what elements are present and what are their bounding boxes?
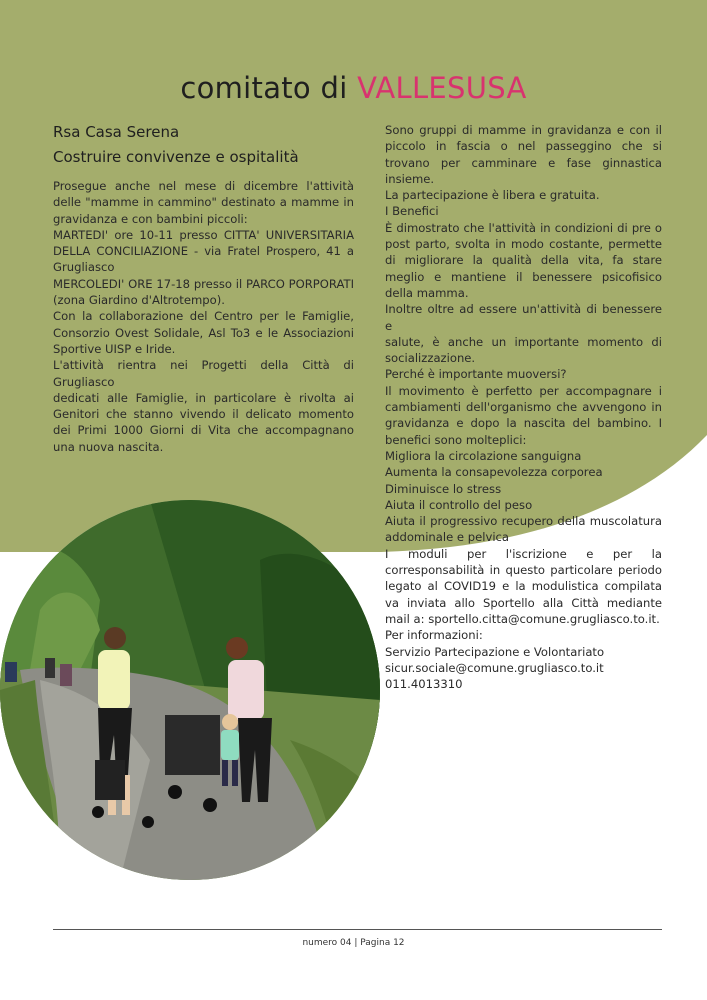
text-line: Aiuta il progressivo recupero della muscolatura: [385, 514, 662, 529]
text-line: MARTEDI' ore 10-11 presso CITTA' UNIVERSITARIA: [53, 227, 354, 242]
text-line: mail a: sportello.citta@comune.grugliasco.to.it.: [385, 611, 660, 626]
text-line: gravidanza e con bambini piccoli:: [53, 211, 248, 226]
text-line: Con la collaborazione del Centro per le Famiglie,: [53, 309, 354, 324]
text-line: DELLA CONCILIAZIONE - via Fratel Prospero, 41 a: [53, 244, 354, 259]
text-line: salute, è anche un importante momento di: [385, 334, 662, 349]
text-line: La partecipazione è libera e gratuita.: [385, 188, 600, 203]
article-heading-line1: Rsa Casa Serena: [53, 123, 180, 141]
text-line: Servizio Partecipazione e Volontariato: [385, 644, 605, 659]
title-accent: VALLESUSA: [357, 71, 527, 105]
text-line: MERCOLEDI' ORE 17-18 presso il PARCO PORPORATI: [53, 276, 354, 291]
left-column: [53, 178, 354, 455]
page-footer: numero 04 | Pagina 12: [302, 938, 405, 948]
text-line: I Benefici: [385, 204, 439, 219]
text-line: Inoltre oltre ad essere un'attività di benessere e: [385, 302, 662, 333]
text-line: post parto, svolta in modo costante, permette: [385, 237, 662, 252]
title-prefix: comitato di: [180, 71, 348, 105]
text-line: Grugliasco: [53, 260, 115, 275]
text-line: È dimostrato che l'attività in condizioni di pre o: [385, 220, 662, 235]
text-line: delle "mamme in cammino" destinato a mamme in: [53, 195, 354, 210]
text-line: (zona Giardino d'Altrotempo).: [53, 293, 225, 308]
text-line: Diminuisce lo stress: [385, 481, 502, 496]
text-line: legato al COVID19 e la modulistica compilata: [385, 579, 662, 594]
text-line: gravidanza e dopo la nascita del bambino. I: [385, 416, 662, 431]
text-line: L'attività rientra nei Progetti della Città di Grugliasco: [53, 358, 354, 389]
text-line: I moduli per l'iscrizione e per la: [385, 546, 662, 561]
text-line: di migliorare la qualità della vita, fa stare: [385, 253, 662, 268]
walking-mothers-photo: [0, 440, 380, 880]
text-line: Genitori che stanno vivendo il delicato momento: [53, 407, 354, 422]
text-line: Prosegue anche nel mese di dicembre l'attività: [53, 179, 354, 193]
footer-divider: [53, 929, 662, 930]
text-line: cambiamenti dell'organismo che avvengono in: [385, 400, 662, 415]
text-line: trovano per camminare e fase ginnastica: [385, 155, 662, 170]
text-line: sicur.sociale@comune.grugliasco.to.it: [385, 660, 604, 675]
page-title: [0, 68, 707, 108]
text-line: Aumenta la consapevolezza corporea: [385, 465, 603, 480]
text-line: corresponsabilità in questo particolare periodo: [385, 563, 662, 578]
text-line: della mamma.: [385, 285, 469, 300]
text-line: Perché è importante muoversi?: [385, 367, 567, 382]
text-line: 011.4013310: [385, 677, 463, 692]
text-line: Aiuta il controllo del peso: [385, 497, 533, 512]
text-line: Per informazioni:: [385, 628, 483, 643]
text-line: Sono gruppi di mamme in gravidanza e con il: [385, 123, 662, 137]
text-line: dei Primi 1000 Giorni di Vita che accompagnano: [53, 423, 354, 438]
text-line: insieme.: [385, 171, 435, 186]
text-line: addominale e pelvica: [385, 530, 510, 545]
text-line: Consorzio Ovest Solidale, Asl To3 e le Associazioni: [53, 325, 354, 340]
text-line: va inviata allo Sportello alla Città mediante: [385, 595, 662, 610]
text-line: Il movimento è perfetto per accompagnare i: [385, 383, 662, 398]
text-line: Migliora la circolazione sanguigna: [385, 448, 582, 463]
article-heading-line2: Costruire convivenze e ospitalità: [53, 148, 299, 166]
text-line: piccolo in fascia o nel passeggino che si: [385, 139, 662, 154]
text-line: dedicati alle Famiglie, in particolare è rivolta ai: [53, 390, 354, 405]
text-line: una nuova nascita.: [53, 439, 164, 454]
text-line: meglio e mantiene il benessere psicofisico: [385, 269, 662, 284]
text-line: benefici sono molteplici:: [385, 432, 527, 447]
text-line: socializzazione.: [385, 351, 476, 366]
text-line: Sportive UISP e Iride.: [53, 341, 176, 356]
right-column: [385, 122, 662, 692]
